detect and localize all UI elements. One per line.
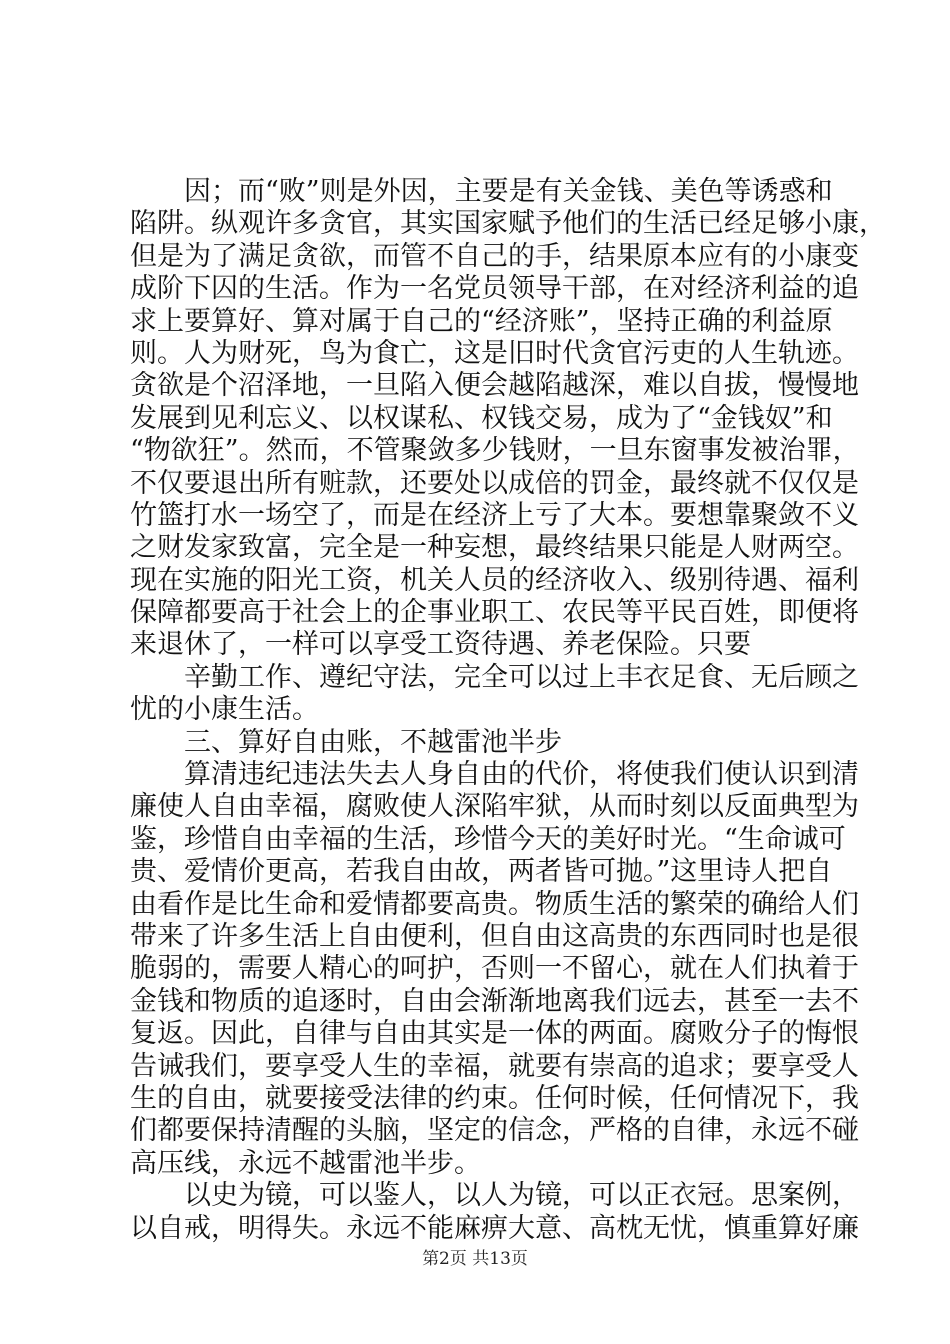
text-line: 因；而“败”则是外因，主要是有关金钱、美色等诱惑和 <box>184 176 833 207</box>
paragraph <box>130 661 859 727</box>
text-line: 但是为了满足贪欲，而管不自己的手，结果原本应有的小康变 <box>130 240 859 272</box>
text-line: 廉使人自由幸福，腐败使人深陷牢狱，从而时刻以反面典型为 <box>130 791 859 823</box>
text-line: 们都要保持清醒的头脑，坚定的信念，严格的自律，永远不碰 <box>130 1115 859 1147</box>
heading-text: 三、算好自由账，不越雷池半步 <box>184 726 562 758</box>
text-line: 成阶下囚的生活。作为一名党员领导干部，在对经济利益的追 <box>130 273 859 305</box>
text-line: 金钱和物质的追逐时，自由会渐渐地离我们远去，甚至一去不 <box>130 985 859 1017</box>
text-line: 陷阱。纵观许多贪官，其实国家赋予他们的生活已经足够小康， <box>130 208 886 240</box>
text-line: 鉴，珍惜自由幸福的生活，珍惜今天的美好时光。“生命诚可 <box>130 823 846 855</box>
text-line: 保障都要高于社会上的企事业职工、农民等平民百姓，即便将 <box>130 597 859 629</box>
section-heading <box>130 727 830 759</box>
text-line: “物欲狂”。然而，不管聚敛多少钱财，一旦东窗事发被治罪， <box>130 435 860 467</box>
text-line: 发展到见利忘义、以权谋私、权钱交易，成为了“金钱奴”和 <box>130 402 833 434</box>
text-line: 高压线，永远不越雷池半步。 <box>130 1147 481 1179</box>
paragraph <box>130 759 859 1180</box>
text-line: 现在实施的阳光工资，机关人员的经济收入、级别待遇、福利 <box>130 564 859 596</box>
text-line: 复返。因此，自律与自由其实是一体的两面。腐败分子的悔恨 <box>130 1018 859 1050</box>
text-line: 以自戒，明得失。永远不能麻痹大意、高枕无忧，慎重算好廉 <box>130 1212 859 1244</box>
text-line: 告诫我们，要享受人生的幸福，就要有崇高的追求；要享受人 <box>130 1050 859 1082</box>
text-line: 生的自由，就要接受法律的约束。任何时候，任何情况下，我 <box>130 1082 859 1114</box>
text-line: 求上要算好、算对属于自己的“经济账”，坚持正确的利益原 <box>130 305 833 337</box>
text-line: 竹篮打水一场空了，而是在经济上亏了大本。要想靠聚敛不义 <box>130 499 859 531</box>
text-line: 算清违纪违法失去人身自由的代价，将使我们使认识到清 <box>184 759 859 791</box>
text-line: 贵、爱情价更高，若我自由故，两者皆可抛。”这里诗人把自 <box>130 856 833 888</box>
text-line: 则。人为财死，鸟为食亡，这是旧时代贪官污吏的人生轨迹。 <box>130 337 859 369</box>
text-line: 以史为镜，可以鉴人，以人为镜，可以正衣冠。思案例， <box>184 1180 859 1212</box>
text-line: 之财发家致富，完全是一种妄想，最终结果只能是人财两空。 <box>130 532 859 564</box>
text-line: 贪欲是个沼泽地，一旦陷入便会越陷越深，难以自拔，慢慢地 <box>130 370 859 402</box>
text-line: 由看作是比生命和爱情都要高贵。物质生活的繁荣的确给人们 <box>130 888 859 920</box>
paragraph <box>130 1180 859 1245</box>
text-line: 辛勤工作、遵纪守法，完全可以过上丰衣足食、无后顾之 <box>184 661 859 693</box>
text-line: 来退休了，一样可以享受工资待遇、养老保险。只要 <box>130 629 751 661</box>
text-line: 带来了许多生活上自由便利，但自由这高贵的东西同时也是很 <box>130 920 859 952</box>
text-line: 忧的小康生活。 <box>130 694 319 726</box>
document-body <box>130 176 886 1245</box>
page-number-footer: 第2页 共13页 <box>422 1249 528 1269</box>
paragraph-continuation <box>130 176 886 662</box>
text-line: 不仅要退出所有赃款，还要处以成倍的罚金，最终就不仅仅是 <box>130 467 859 499</box>
text-line: 脆弱的，需要人精心的呵护，否则一不留心，就在人们执着于 <box>130 953 859 985</box>
